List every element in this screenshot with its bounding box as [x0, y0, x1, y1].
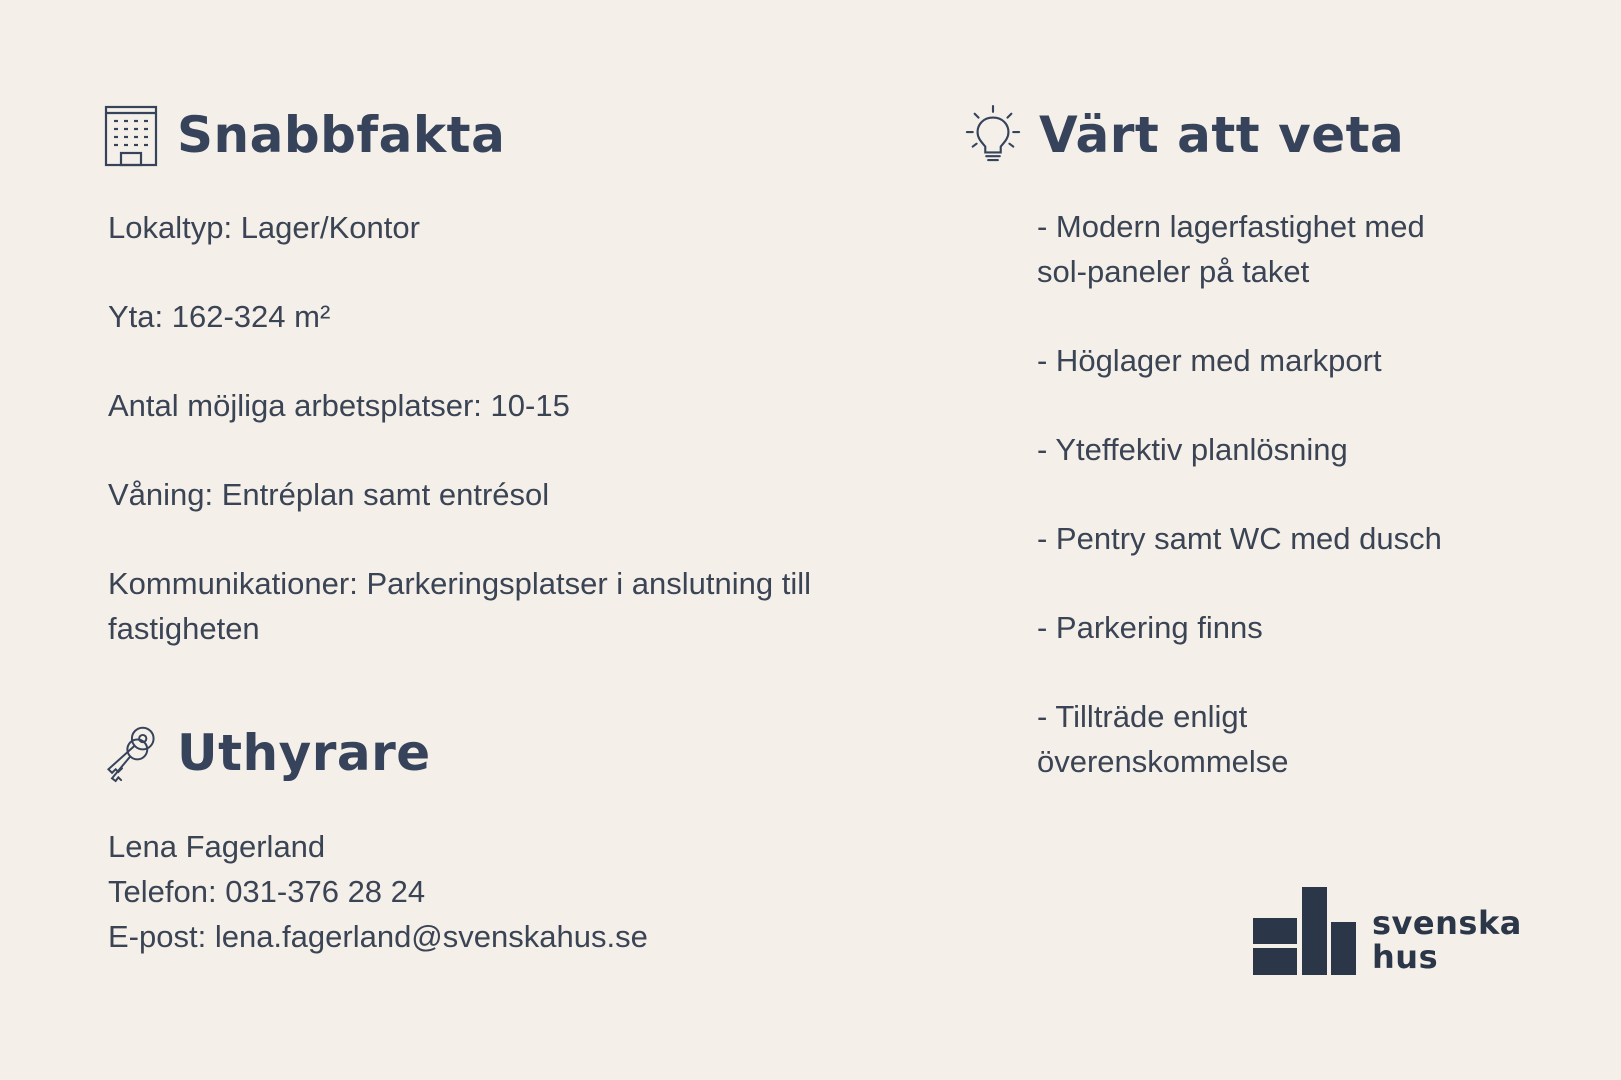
- logo-mark-icon: [1253, 887, 1356, 975]
- vart-att-veta-list: [1037, 204, 1477, 828]
- list-item: - Parkering finns: [1037, 610, 1263, 645]
- contact-email[interactable]: E-post: lena.fagerland@svenskahus.se: [108, 919, 648, 954]
- list-item: - Yteffektiv planlösning: [1037, 432, 1348, 467]
- building-icon: [103, 103, 159, 167]
- vart-att-veta-heading: [965, 103, 1404, 167]
- svenska-hus-logo: [1253, 887, 1522, 975]
- fact-kommunikationer: Kommunikationer: Parkeringsplatser i anslutning till fastigheten: [108, 566, 811, 646]
- snabbfakta-title: Snabbfakta: [177, 106, 506, 164]
- fact-arbetsplatser: Antal möjliga arbetsplatser: 10-15: [108, 388, 570, 423]
- list-item: - Modern lagerfastighet med sol-paneler på taket: [1037, 209, 1425, 289]
- list-item: - Tillträde enligt överenskommelse: [1037, 699, 1289, 779]
- snabbfakta-heading: [103, 103, 505, 167]
- contact-phone[interactable]: Telefon: 031-376 28 24: [108, 874, 426, 909]
- fact-vaning: Våning: Entréplan samt entrésol: [108, 477, 550, 512]
- keys-icon: [103, 721, 159, 785]
- fact-lokaltyp: Lokaltyp: Lager/Kontor: [108, 210, 420, 245]
- uthyrare-title: Uthyrare: [177, 724, 431, 782]
- lightbulb-icon: [965, 103, 1021, 167]
- list-item: - Höglager med markport: [1037, 343, 1382, 378]
- logo-line-svenska: svenska: [1372, 904, 1522, 942]
- list-item: - Pentry samt WC med dusch: [1037, 521, 1442, 556]
- logo-line-hus: hus: [1372, 938, 1439, 976]
- contact-name: Lena Fagerland: [108, 829, 326, 864]
- vart-att-veta-title: Värt att veta: [1039, 106, 1405, 164]
- uthyrare-contact: [108, 824, 828, 959]
- logo-wordmark: [1372, 904, 1522, 976]
- fact-yta: Yta: 162-324 m²: [108, 299, 331, 334]
- snabbfakta-list: [108, 205, 828, 651]
- uthyrare-heading: [103, 721, 431, 785]
